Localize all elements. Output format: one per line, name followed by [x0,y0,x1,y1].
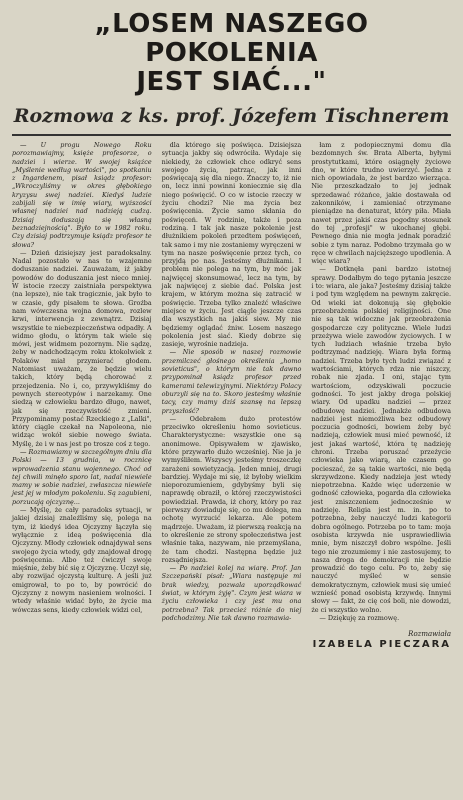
interview-answer: łam z podopiecznymi domu dla bezdomnych św. Brata Alberta, byłymi prostytutkami, które osiągnęły życiowe dno, w które trudno uwierzyć. Jedna z nich opowiadała, że jest bardzo wierząca. Nie przeszkadzało to jej jednak sprzedawać różańce, jakie dostawała od zakonników, i zamieniać otrzymane pieniądze na denaturat, który piła. Miała nawet przez jakiś czas pogodny stosunek do tej „profesji" w ukochanej głębi. Pewnego dnia nie mogła jednak poradzić sobie z tym naraz. Podobno trzymała go w ręce w chwilach najcięższego upodlenia. A więc wiara? [311,141,452,266]
signature-name: IZABELA PIECZARA [312,638,452,650]
interview-answer: dla którego się poświęca. Dzisiejsza sytuacja jakby się odwróciła. Wydaje się niekiedy, że człowiek chce odkryć sens swojego życia, patrząc, jak inni poświęcają się dla niego. Znaczy to, iż nie on, lecz inni powinni koniecznie się dla niego poświęcić. O co w istocie rzeczy w życiu chodzi? Nie ma życia bez poświęcenia. Życie samo skłania do poświęceń. W rodzinie, także i poza rodziną. I tak jak nasze pokolenie jest dłużnikiem pokoleń przedtem poświęceń, tak samo i my nie zostaniemy wyręczeni w tym na nasze poświęcenie przez tych, co przyjdą po nas. Jesteśmy dłużnikami. I problem nie polega na tym, by móc jak najwięcej skonsumować, lecz na tym, by jak najwięcej z siebie dać. Polska jest krajem, w którym można się zatracić w poświęcie. Trzeba tylko znaleźć właściwe miejsce w życiu. Jest ciągle jeszcze czas dla wszystkich na jakiś siew. My nie będziemy oglądać żniw. Losem naszego pokolenia jest siać. Kiedy dobrze się zasieje, wyrośnie nadzieja. [161,141,302,349]
title-line-2: JEST SIAĆ..." [136,67,327,97]
interview-question: — Po nadziei kolej na wiarę. Prof. Jan Szczepański pisał: „Wiara następuje mi brak wiedzy, pozwala uporządkować świat, w którym żyję". Czym jest wiara w życiu człowieka i czy jest mu ona potrzebna? Tak przecież różnie do niej podchodzimy. Nie tak dawno rozmawia- [161,564,302,622]
column-3-body [311,141,451,622]
article-column-1 [12,141,152,649]
article-column-2 [162,141,302,649]
signature-label: Rozmawiała [408,630,452,639]
interview-answer: — Odebrałem dużo protestów przeciwko określeniu homo sovieticus. Charakterystyczne: wszystkie one są anonimowe. Opisywałem w zjawisko, które przywarło dużo wcześniej. Nie ja je wymyśliłem. Wszyscy jesteśmy troszeczkę zarażeni sowietyzacją. Jeden mniej, drugi bardziej. Wydaje mi się, iż byłoby wielkim nieporozumieniem, gdybyśmy byli się naprawdę obraził, o której rzeczywistości powiedział. Prawda, iż chory, który po raz pierwszy dowiaduje się, co mu dolega, ma ochotę wyrzucić lekarza. Ale potem mądrzeje. Uważam, iż pierwszą reakcją na to określenie ze strony społeczeństwa jest właśnie taka, nazywam, nie przemyślana, że tam chodzi. Następna będzie już rozsądniejsza. [161,414,302,564]
interview-question: — U progu Nowego Roku porozmawiajmy, księże profesorze, o nadziei i wierze. W swojej książce „Myślenie według wartości", po spotkaniu z Ingardenem, pisał ksiądz profesor: „Wkroczyliśmy w okres głębokiego kryzysu swej nadziei. Kiedyś ludzie zabijali się w imię wiary, wyższości własnej nadziei nad nadzieją cudzą. Dzisiaj doduszają się własną beznadziejnością". Było to w 1982 roku. Czy dzisiaj podtrzymuje ksiądz profesor te słowa? [12,141,152,249]
article-columns [12,141,451,649]
article-title [12,0,451,97]
interview-answer: — Dzień dzisiejszy jest paradoksalny. Nadal pozostało w nas to wzajemne doduszanie nadziei. Zauważam, iż jakby powodów do doduszania jest nieco mniej. W istocie rzeczy zaistniała perspektywa (na lepsze), nie tak tragicznie, jak było to w czasie, gdy pisałem te słowa. Groźba nam wówczesna wojna domowa, rozlew krwi, interwencja z zewnątrz. Dzisiaj wszystkie te niebezpieczeństwa odpadły. A widmo głodu, o którym tak wiele się mówi, jest widmem pozornym. Nie sądzę, żeby w nadchodzącym roku ktokolwiek z Polaków miał przymierać głodem. Natomiast uważam, że będzie wielu takich, który będą chorować z przejedzenia. No i, co, przywykliśmy do pewnych stereotypów i narzekamy. One siedzą w człowieku bardzo długo, nawet, jak się rzeczywistość zmieni. Przypominamy postać Rzeckiego z „Lalki", który ciągle czekał na Napoleona, nie widząc wokół siebie nowego świata. Myślę, że i w nas jest po trosze coś z tego. [12,248,152,448]
interview-answer: — Dotknęła pani bardzo istotnej sprawy. Dodałbym do tego pytania jeszcze i to: wiara, ale jaka? Jesteśmy dzisiaj także i pod tym względem na pewnym zakręcie. Od wieki iat dokonują się głębokie przeobrażenia polskiej religijności. One nie są tak widoczne jak przeobrażenia gospodarcze czy polityczne. Wiele ludzi przeżywa wiele zawodów życiowych. I w tych ludziach właśnie trzeba było podtrzymać nadzieję. Wiara była formą nadziei. Trzeba było tych ludzi związać z wartościami, których rdza nie niszczy, robak nie zjada. I oni, stając tym wartościom, odzyskiwali poczucie godności. To jest jakby droga polskiej wiary. Od upadku nadziei — przez odbudowę nadziei. Jednakże odbudowa nadziei jest niemożliwa bez odbudowy poczucia godności, bowiem żeby być nadzieją, człowiek musi mieć pewność, iż jest jakaś wartość, która tę nadzieję chroni. Trzeba poruszać przeżycie człowieka jako wiarą, ale czasem go pocieszać, że są takie wartości, nie będą skrzywdzone. Kiedy nadzieja jest wtedy niepotrzebna. Każde więc uderzenie w godność człowieka, pogarda dla człowieka jest zniszczeniem jednocześnie w nadzieję. Religia jest m. in. po to potrzebna, żeby nauczyć ludzi kategorii dobra ogólnego. Potrzeba po to tam: moja osobista krzywda nie usprawiedliwia mnie, bym niszczył dobro wspólne. Jeśli tego nie zrozumiemy i nie zastosujemy, to nasza droga do demokracji nie będzie prowadzić do tego celu. Po to, żeby się nauczyć myśleć w sensie demokratycznym, człowiek musi się umieć wznieść ponad osobistą krzywdę. Innymi słowy — fakt, że cię coś boli, nie dowodzi, że ci wszystko wolno. [311,265,452,614]
interview-answer: — Dziękuję za rozmowę. [319,613,400,622]
interview-answer: — Myślę, że cały paradoks sytuacji, w jakiej dzisiaj znaleźliśmy się, polega na tym, iż kiedyś idea Ojczyzny łączyła się wyłącznie z ideą poświęcenia dla Ojczyzny. Młody człowiek odnajdywał sens swojego życia wtedy, gdy znajdował drogę poświęcenia. Albo też ćwiczył swoje mięśnie, żeby bić się z Ojczyznę. Uczył się, aby rozwijać ojczystą kulturę. A jeśli już emigrował, to po to, by powrócić do Ojczyzny z nowym nasieniem wolności. I wtedy właśnie widać było, że życie ma wówczas sens, kiedy człowiek widzi cel, [12,506,152,614]
title-line-1: „LOSEM NASZEGO POKOLENIA [94,9,369,68]
article-subtitle: Rozmowa z ks. prof. Józefem Tischnerem [13,105,450,127]
title-divider [12,134,451,136]
article-column-3 [311,141,451,649]
interview-question: — Rozmawiamy w szczególnym dniu dla Polski — 13 grudnia, w rocznicę wprowadzenia stanu wojennego. Choć od tej chwili minęło sporo lat, nadal niewiele mamy w sobie nadziei, zwłaszcza niewiele jest jej w młodym pokoleniu. Są zagubieni, porzucają ojczyznę... [12,447,152,506]
interview-question: — Nie sposób w naszej rozmowie przemilczeć głośnego określenia „homo sovieticus", o którym nie tak dawno przypominał ksiądz profesor przed kamerami telewizyjnymi. Niektórzy Polacy oburzyli się na to. Skoro jesteśmy właśnie tacy, czy mamy dziś szansę na lepszą przyszłość? [161,348,302,415]
